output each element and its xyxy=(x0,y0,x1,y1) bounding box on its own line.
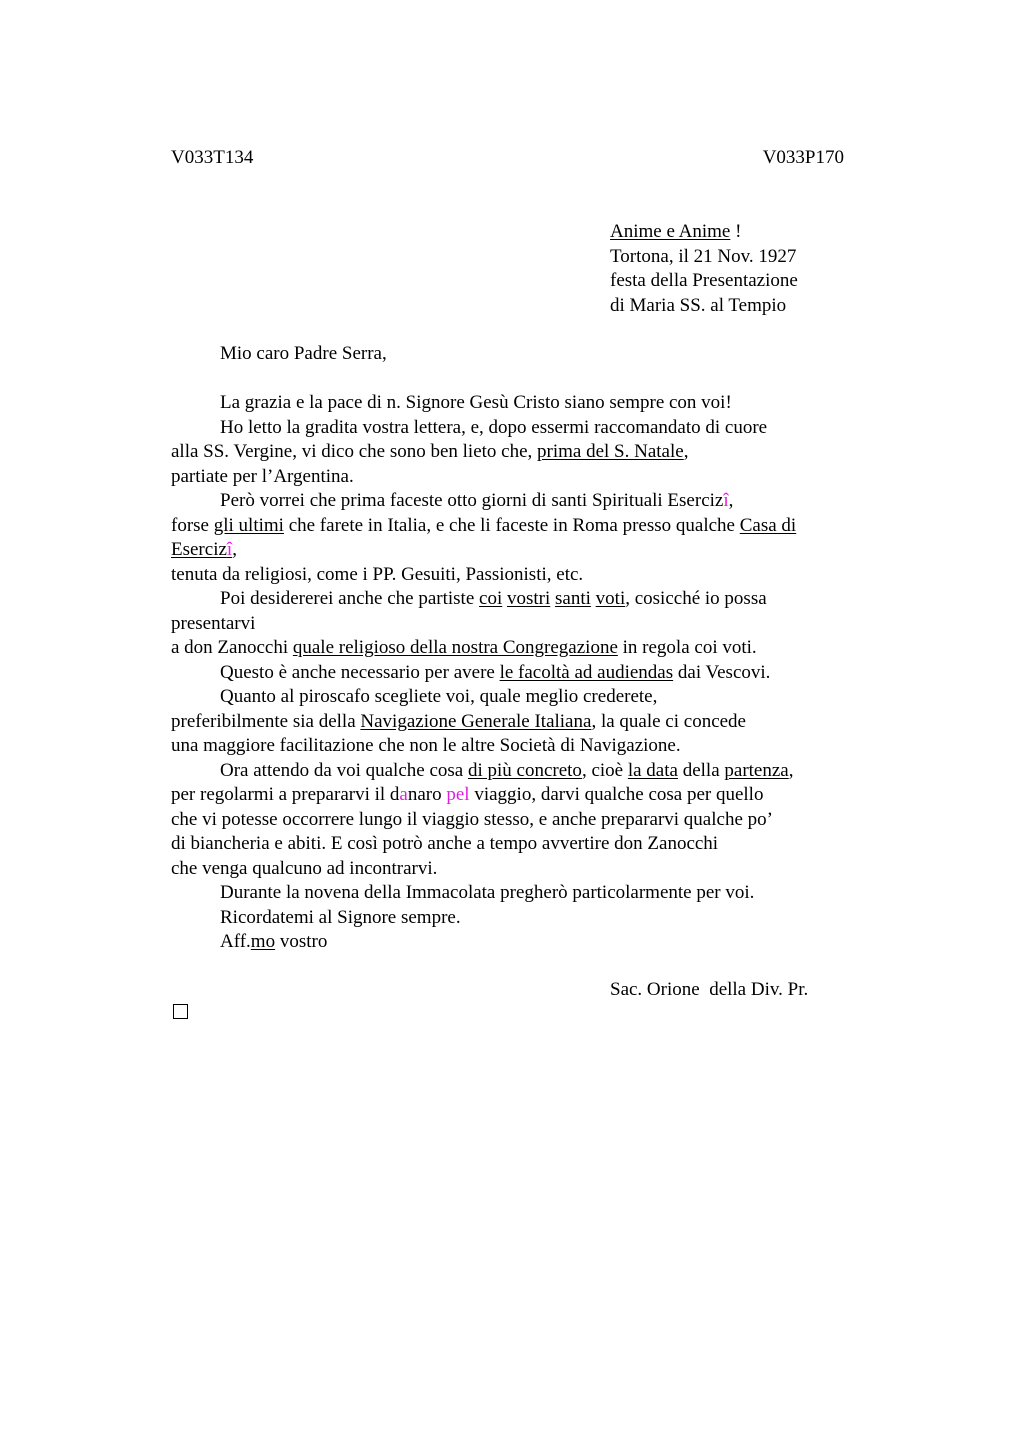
text-run: che farete in Italia, e che li faceste in Roma presso qualche xyxy=(283,514,740,536)
highlighted-letter: a xyxy=(399,784,408,805)
underlined-phrase: partenza xyxy=(724,759,789,781)
body-line-17 xyxy=(171,783,871,808)
end-marker-box-icon xyxy=(173,1004,188,1019)
underlined-phrase: Navigazione Generale Italiana xyxy=(360,710,592,732)
feast-line-1: festa della Presentazione xyxy=(610,270,798,291)
text-run: naro xyxy=(407,784,447,805)
body-line-4: partiate per l’Argentina. xyxy=(171,465,354,487)
letter-body xyxy=(171,391,871,955)
text-run: per regolarmi a prepararvi il d xyxy=(171,784,400,805)
body-line-12 xyxy=(171,661,871,686)
underlined-phrase: santi xyxy=(555,588,591,609)
highlighted-word: pel xyxy=(446,784,470,805)
body-line-10: presentarvi xyxy=(171,612,256,634)
underlined-phrase: voti xyxy=(595,588,626,609)
underlined-phrase xyxy=(171,539,232,560)
body-line-9 xyxy=(171,587,871,612)
highlighted-letter: î xyxy=(226,539,233,560)
body-line-20: che venga qualcuno ad incontrarvi. xyxy=(171,857,438,879)
text-run: dai Vescovi. xyxy=(673,661,771,683)
text-run: Questo è anche necessario per avere xyxy=(220,661,500,683)
document-code-right: V033P170 xyxy=(762,147,844,168)
highlighted-letter: î xyxy=(723,490,729,511)
text-run: Aff. xyxy=(220,931,251,952)
text-run: , xyxy=(232,539,237,560)
text-run: vostro xyxy=(275,931,328,952)
body-line-7 xyxy=(171,538,871,563)
text-run: , cosicché io possa xyxy=(625,588,767,609)
text-run: , xyxy=(728,490,734,511)
text-run: , la quale ci concede xyxy=(591,710,746,732)
text-run: , cioè xyxy=(581,759,628,781)
underlined-phrase: quale religioso della nostra Congregazione xyxy=(292,637,618,658)
underlined-phrase: mo xyxy=(250,931,276,952)
body-line-3 xyxy=(171,440,871,465)
place-date: Tortona, il 21 Nov. 1927 xyxy=(610,245,797,267)
document-code-left: V033T134 xyxy=(171,147,254,168)
text-run: della xyxy=(677,759,725,781)
body-line-6 xyxy=(171,514,871,539)
text-run: , xyxy=(788,759,794,781)
body-line-1: La grazia e la pace di n. Signore Gesù Cristo siano sempre con voi! xyxy=(220,392,732,413)
body-line-19: di biancheria e abiti. E così potrò anche a tempo avvertire don Zanocchi xyxy=(171,833,719,854)
text-run: Ora attendo da voi qualche cosa xyxy=(220,759,468,781)
body-line-18: che vi potesse occorrere lungo il viaggio stesso, e anche prepararvi qualche po’ xyxy=(171,808,773,830)
heading-title-line xyxy=(610,220,798,245)
feast-line-2: di Maria SS. al Tempio xyxy=(610,294,787,316)
text-run: in regola coi voti. xyxy=(617,637,757,658)
text-run: , xyxy=(683,441,689,462)
letter-heading xyxy=(610,220,798,318)
body-line-15: una maggiore facilitazione che non le altre Società di Navigazione. xyxy=(171,735,681,756)
underlined-phrase: Casa di xyxy=(739,514,797,536)
body-line-21: Durante la novena della Immacolata pregherò particolarmente per voi. xyxy=(220,882,755,903)
underlined-phrase: vostri xyxy=(507,588,551,609)
body-line-16 xyxy=(171,759,871,784)
underlined-phrase: prima del S. Natale xyxy=(537,441,684,462)
text-run: Poi desidererei anche che partiste xyxy=(220,588,480,609)
text-run: a don Zanocchi xyxy=(171,637,293,658)
closing-line xyxy=(171,930,871,955)
body-line-5 xyxy=(171,489,871,514)
underlined-phrase: coi xyxy=(479,588,503,609)
body-line-8: tenuta da religiosi, come i PP. Gesuiti, Passionisti, etc. xyxy=(171,563,584,585)
underlined-phrase: gli ultimi xyxy=(213,514,284,536)
salutation: Mio caro Padre Serra, xyxy=(220,343,387,364)
body-line-11 xyxy=(171,636,871,661)
text-run: alla SS. Vergine, vi dico che sono ben lieto che, xyxy=(171,441,538,462)
underlined-phrase: le facoltà ad audiendas xyxy=(499,661,674,683)
underlined-phrase: di più concreto xyxy=(467,759,582,781)
text-run: Però vorrei che prima faceste otto giorni di santi Spirituali Eserciz xyxy=(220,490,724,511)
underlined-phrase: la data xyxy=(627,759,678,781)
body-line-13: Quanto al piroscafo scegliete voi, quale meglio crederete, xyxy=(220,686,658,707)
heading-title-suffix: ! xyxy=(730,221,742,242)
heading-title: Anime e Anime xyxy=(610,221,731,242)
text-run: Eserciz xyxy=(171,539,227,560)
body-line-22: Ricordatemi al Signore sempre. xyxy=(220,906,461,928)
body-line-14 xyxy=(171,710,871,735)
text-run: forse xyxy=(171,514,214,536)
body-line-2: Ho letto la gradita vostra lettera, e, dopo essermi raccomandato di cuore xyxy=(220,416,768,438)
text-run: preferibilmente sia della xyxy=(171,710,361,732)
signature: Sac. Orione della Div. Pr. xyxy=(610,979,809,1000)
text-run: viaggio, darvi qualche cosa per quello xyxy=(469,784,764,805)
